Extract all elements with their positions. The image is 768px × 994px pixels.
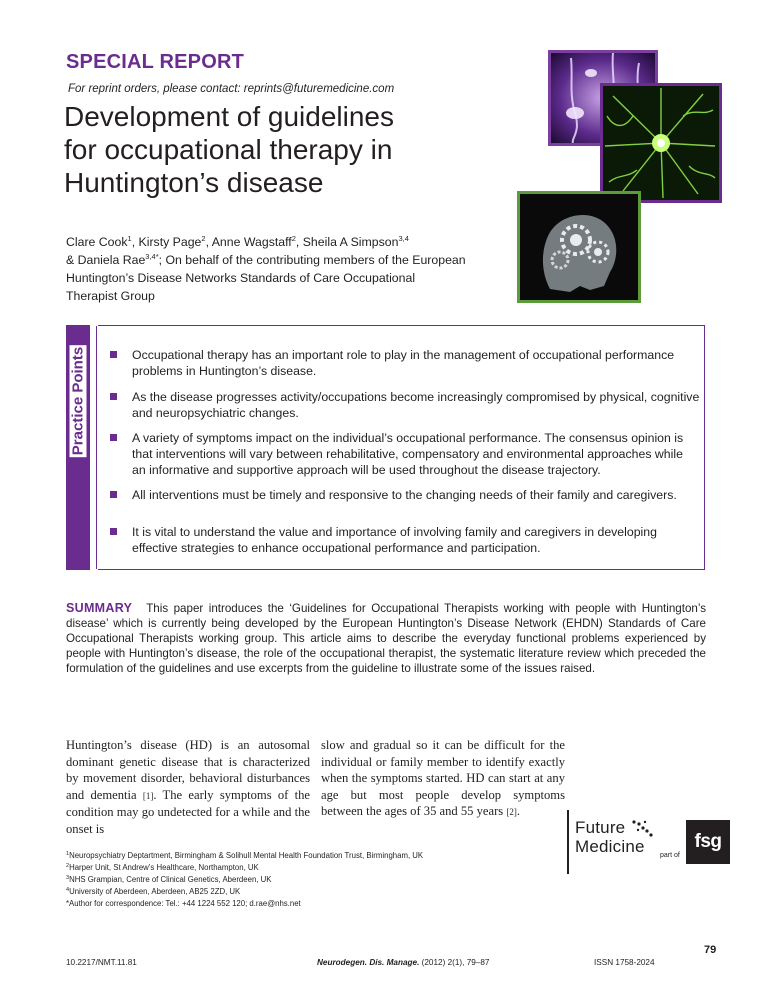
citation-link[interactable]: [2]	[506, 807, 517, 818]
title-line-2: for occupational therapy in	[64, 134, 393, 165]
practice-point-item: A variety of symptoms impact on the individual’s occupational performance. The consensus opinion is that interventions will vary between rehabilitative, compensatory and environmental approaches while an informative and supportive approach will be used throughout the disease trajectory.	[110, 430, 700, 478]
author-group: ; On behalf of the contributing members of the European Huntington’s Disease Networks Standards of Care Occupational Therapist Group	[66, 253, 466, 303]
square-bullet-icon	[110, 351, 117, 358]
author-name: Clare Cook	[66, 235, 128, 249]
author-affil: 2	[291, 234, 296, 243]
issn: ISSN 1758-2024	[594, 958, 655, 967]
logo-word: Future	[575, 818, 626, 837]
title-line-1: Development of guidelines	[64, 101, 394, 132]
title-line-3: Huntington’s disease	[64, 167, 324, 198]
author-affil: 3,4*	[145, 252, 159, 261]
section-label: SPECIAL REPORT	[66, 51, 245, 73]
journal-citation: Neurodegen. Dis. Manage. (2012) 2(1), 79–87	[317, 958, 490, 967]
author-affil: 1	[127, 234, 132, 243]
page-number: 79	[704, 944, 717, 956]
affiliation-line: $^4$University of Aberdeen, Aberdeen, AB25 2ZD, UK	[66, 887, 241, 896]
body-column-1: Huntington’s disease (HD) is an autosomal dominant genetic disease that is characterized by movement disorder, behavioral disturbances and dementia [1]. The early symptoms of the condition may go undetected for a while and the onset is	[66, 738, 311, 836]
square-bullet-icon	[110, 434, 117, 441]
fsg-logo: fsg	[686, 820, 730, 864]
affiliation-line: $^3$NHS Grampian, Centre of Clinical Genetics, Aberdeen, UK	[66, 875, 272, 884]
author-name: , Anne Wagstaff	[205, 235, 292, 249]
practice-point-item: Occupational therapy has an important role to play in the management of occupational performance problems in Huntington’s disease.	[110, 347, 700, 379]
affiliation-line: $^2$Harper Unit, St Andrew’s Healthcare, Northampton, UK	[66, 863, 259, 872]
summary-heading: SUMMARY	[66, 601, 133, 615]
logo-dots-icon	[631, 819, 655, 839]
citation-link[interactable]: [1]	[142, 790, 154, 801]
doi: 10.2217/NMT.11.81	[66, 958, 137, 967]
square-bullet-icon	[110, 393, 117, 400]
article-title	[64, 100, 464, 199]
author-affil: 3,4	[398, 234, 409, 243]
reprint-notice: For reprint orders, please contact: reprints@futuremedicine.com	[68, 83, 395, 95]
affiliations	[66, 850, 486, 910]
author-affil: 2	[201, 234, 206, 243]
future-medicine-logo	[575, 818, 657, 864]
author-list	[66, 233, 466, 305]
summary-text: This paper introduces the ‘Guidelines for Occupational Therapists working with people with Huntington’s disease’ which is currently being developed by the European Huntington’s Disease Network (EHDN) Standards of Care Occupational Therapists working group. This article aims to describe the everyday functional problems experienced by people with Huntington’s disease, the role of the occupational therapist, the systematic literature review which preceded the formulation of the guidelines and use excerpts from the guideline to illustrate some of the issues raised.	[66, 602, 706, 675]
correspondence-line: *Author for correspondence: Tel.: +44 1224 552 120; d.rae@nhs.net	[66, 899, 301, 908]
neural-network-icon	[600, 83, 722, 203]
practice-points-label: Practice Points	[69, 346, 87, 456]
author-name: & Daniela Rae	[66, 253, 146, 267]
part-of-label: part of	[660, 852, 680, 859]
practice-point-item: As the disease progresses activity/occupations become increasingly compromised by physical, cognitive and neuropsychiatric changes.	[110, 389, 700, 421]
body-column-2: slow and gradual so it can be difficult for the individual or family member to identify exactly when the symptoms started. HD can start at any age but most people develop symptoms between the ages of 35 and 55 years [2].	[321, 738, 565, 819]
square-bullet-icon	[110, 528, 117, 535]
square-bullet-icon	[110, 491, 117, 498]
practice-point-item: All interventions must be timely and responsive to the changing needs of their family and caregivers.	[110, 487, 677, 503]
logo-word: Medicine	[575, 837, 645, 856]
xray-skull-gears-icon	[517, 191, 641, 303]
affiliation-line: $^1$Neuropsychiatry Deptartment, Birmingham & Solihull Mental Health Foundation Trust, Birmingham, UK	[66, 851, 424, 860]
logo-divider	[567, 810, 569, 874]
summary-paragraph	[66, 601, 706, 676]
author-name: , Sheila A Simpson	[295, 235, 399, 249]
author-name: , Kirsty Page	[131, 235, 202, 249]
practice-point-item: It is vital to understand the value and importance of involving family and caregivers in developing effective strategies to enhance occupational performance and participation.	[110, 524, 700, 556]
